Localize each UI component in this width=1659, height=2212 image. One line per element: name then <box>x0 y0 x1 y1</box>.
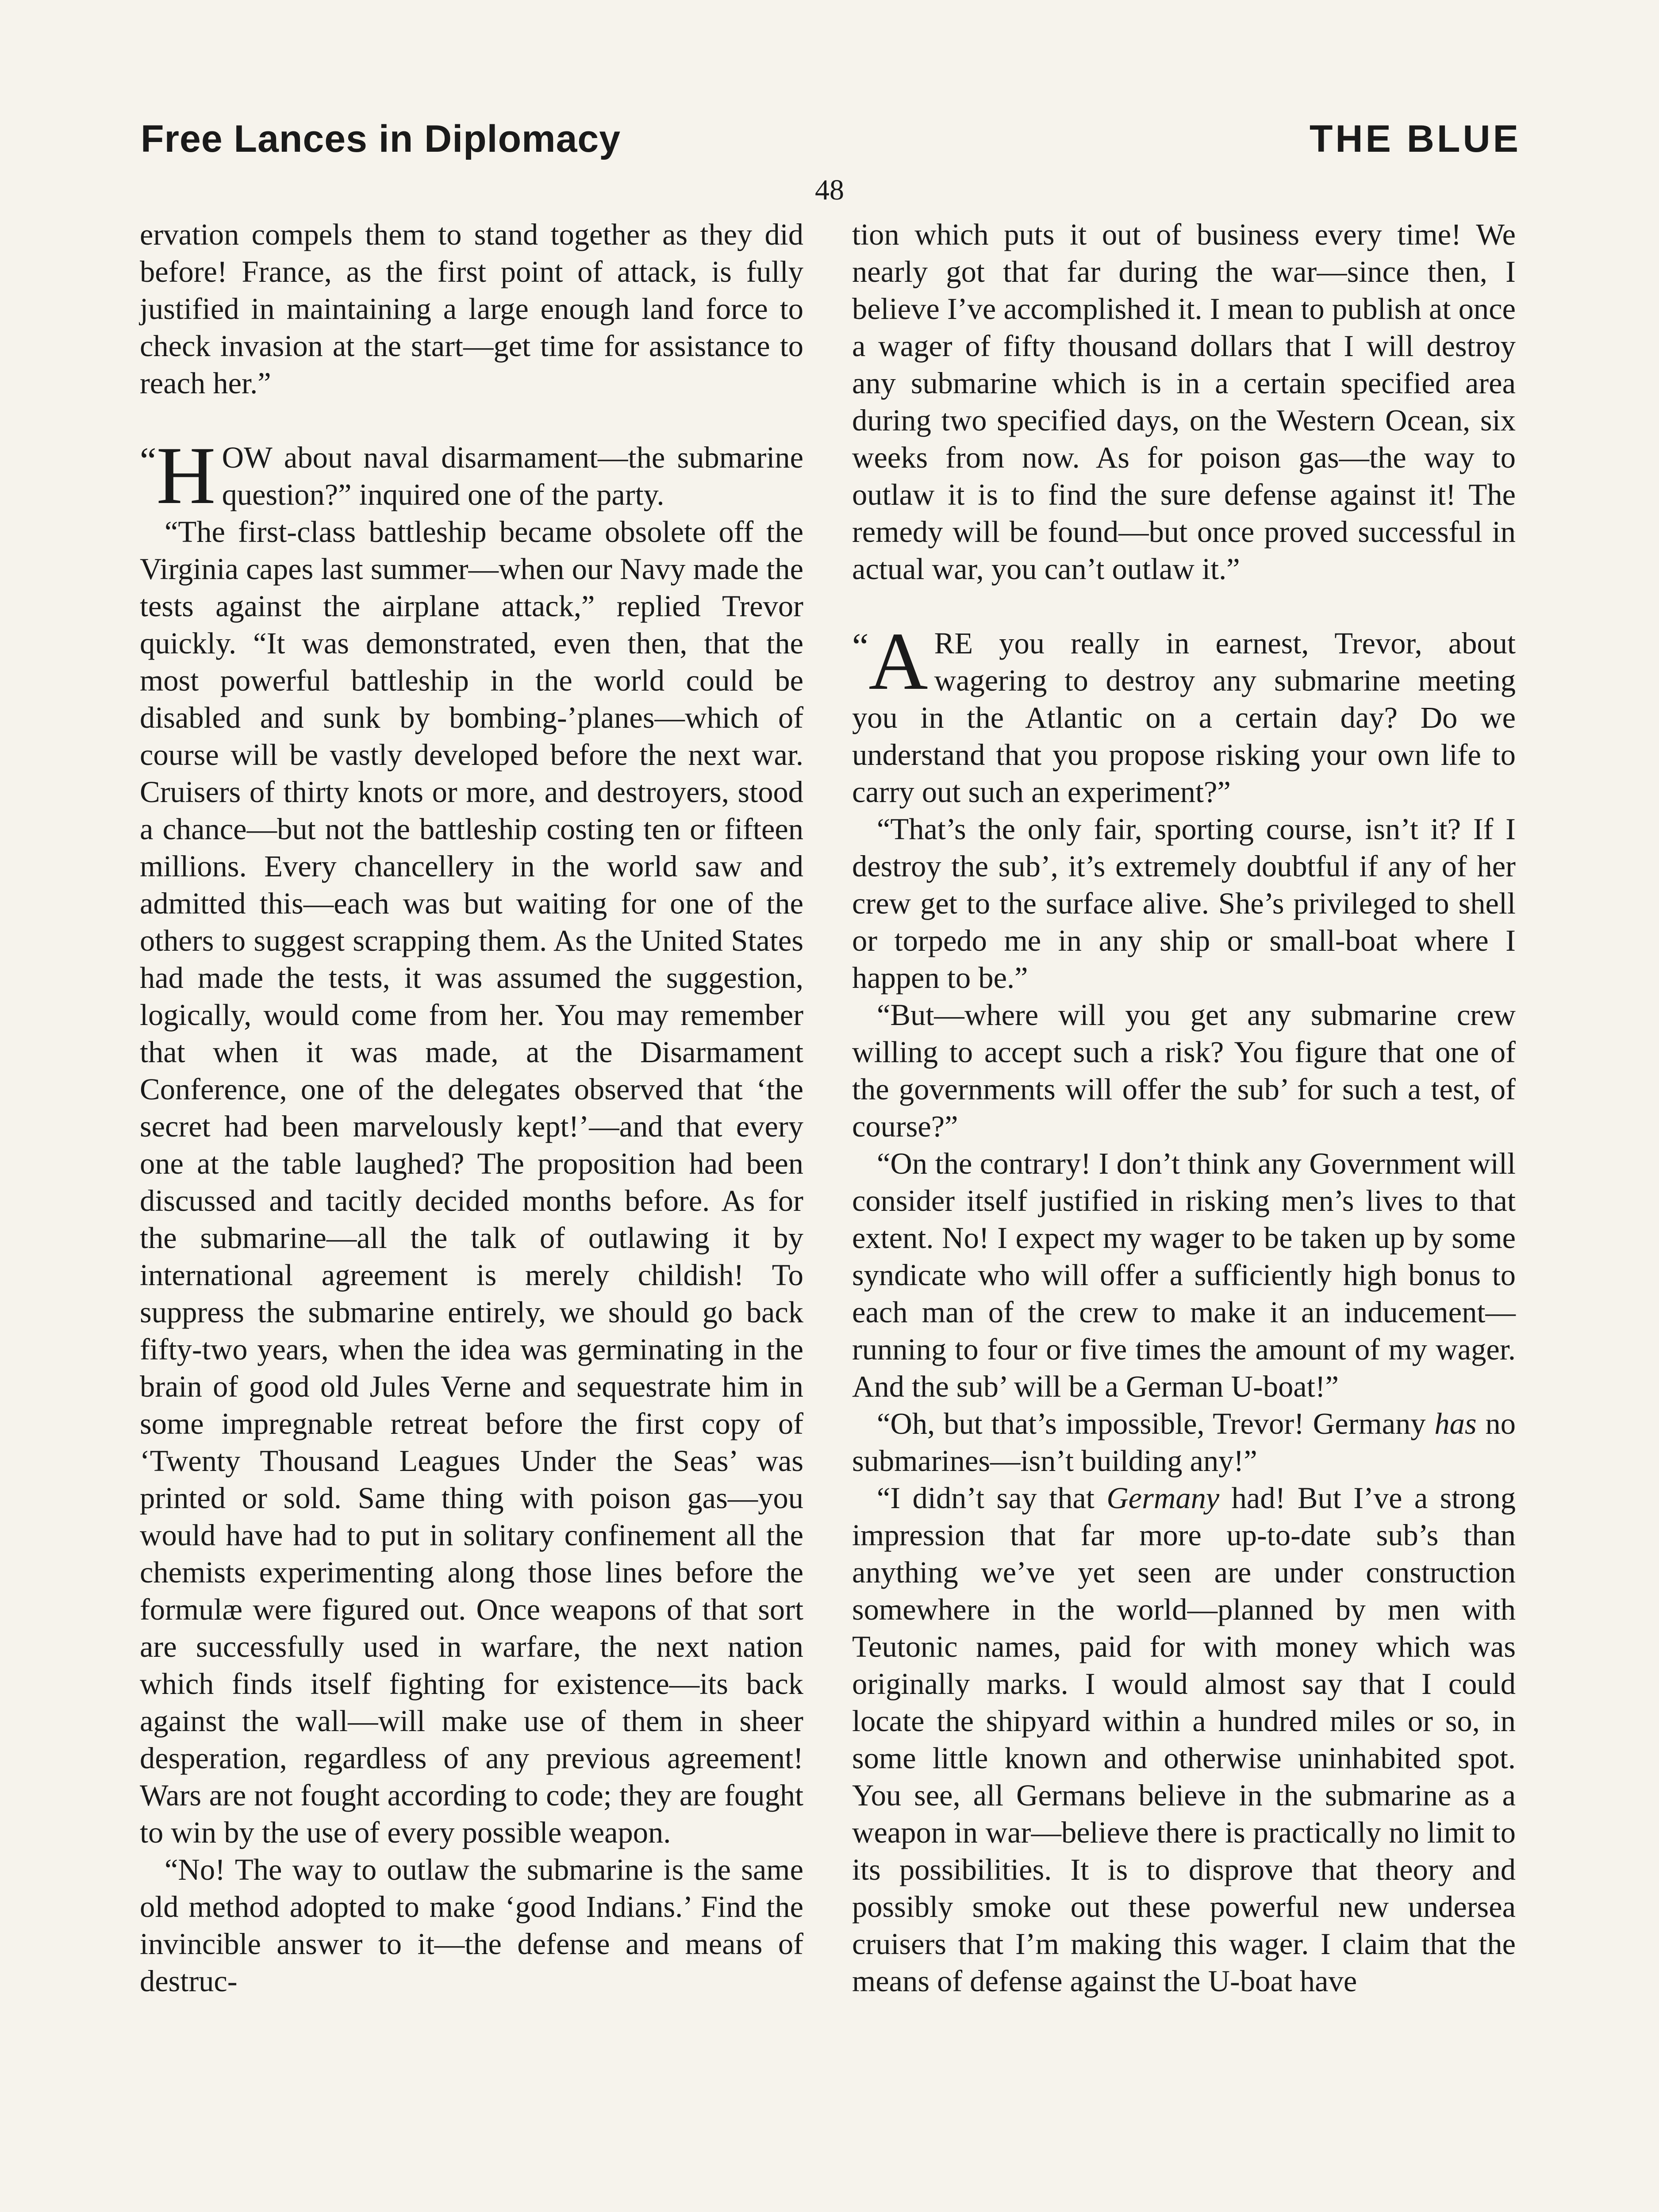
page-number: 48 <box>815 174 844 206</box>
drop-cap: “A <box>852 616 928 707</box>
paragraph: “On the contrary! I don’t think any Government will consider itself justified in risking men’s lives to that extent. No! I expect my wager to be taken up by some syndicate who will offer a sufficiently high bonus to each man of the crew to make it an inducement—running to four or five times the amount of my wager. And the sub’ will be a German U-boat!” <box>852 1147 1516 1403</box>
paragraph: “No! The way to outlaw the submarine is the same old method adopted to make ‘good Indians.’ Find the invincible answer to it—the defense and means of destruc- <box>140 1853 803 1998</box>
paragraph-dropcap: “H OW about naval disarmament—the submarine question?” inquired one of the party. <box>140 430 803 521</box>
paragraph: “That’s the only fair, sporting course, isn’t it? If I destroy the sub’, it’s extremely doubtful if any of her crew get to the surface alive. She’s privileged to shell or torpedo me in any ship or small-boat where I happen to be.” <box>852 812 1516 995</box>
paragraph: “Oh, but that’s impossible, Trevor! Germany has no submarines—isn’t building any!” <box>852 1407 1516 1478</box>
magazine-title: THE BLUE <box>1310 118 1521 160</box>
paragraph: “The first-class battleship became obsolete off the Virginia capes last summer—when our Navy made the tests against the airplane attack,” replied Trevor quickly. “It was demonstrated, even then, that the most powerful battleship in the world could be disabled and sunk by bombing-’planes—which of course will be vastly developed before the next war. Cruisers of thirty knots or more, and destroyers, stood a chance—but not the battleship costing ten or fifteen millions. Every chancellery in the world saw and admitted this—each was but waiting for one of the others to suggest scrapping them. As the United States had made the tests, it was assumed the suggestion, logically, would come from her. You may remember that when it was made, at the Disarmament Conference, one of the delegates observed that ‘the secret had been marvelously kept!’—and that every one at the table laughed? The proposition had been discussed and tacitly decided months before. As for the submarine—all the talk of outlawing it by international agreement is merely childish! To suppress the submarine entirely, we should go back fifty-two years, when the idea was germinating in the brain of good old Jules Verne and sequestrate him in some impregnable retreat before the first copy of ‘Twenty Thousand Leagues Under the Seas’ was printed or sold. Same thing with poison gas—you would have had to put in solitary confinement all the chemists experimenting along those lines before the formulæ were figured out. Once weapons of that sort are successfully used in warfare, the next nation which finds itself fighting for existence—its back against the wall—will make use of them in sheer desperation, regardless of any previous agreement! Wars are not fought according to code; they are fought to win by the use of every possible weapon. <box>140 515 803 1849</box>
paragraph: tion which puts it out of business every time! We nearly got that far during the war—since then, I believe I’ve accomplished it. I mean to publish at once a wager of fifty thousand dollars that I will destroy any submarine which is in a certain specified area during two specified days, on the Western Ocean, six weeks from now. As for poison gas—the way to outlaw it is to find the sure defense against it! The remedy will be found—but once proved successful in actual war, you can’t outlaw it.” <box>852 218 1516 586</box>
paragraph: “I didn’t say that Germany had! But I’ve a strong impression that far more up-to-date sub’s than anything we’ve yet seen are under construction somewhere in the world—planned by men with Teutonic names, paid for with money which was originally marks. I would almost say that I could locate the shipyard within a hundred miles or so, in some little known and otherwise uninhabited spot. You see, all Germans believe in the submarine as a weapon in war—believe there is practically no limit to its possibilities. It is to disprove that theory and possibly smoke out these powerful new undersea cruisers that I’m making this wager. I claim that the means of defense against the U-boat have <box>852 1481 1516 1998</box>
left-column <box>140 216 803 2000</box>
paragraph-dropcap: “A RE you really in earnest, Trevor, about wagering to destroy any submarine meeting you in the Atlantic on a certain day? Do we understand that you propose risking your own life to carry out such an experiment?” <box>852 616 1516 809</box>
paragraph: ervation compels them to stand together as they did before! France, as the first point of attack, is fully justified in maintaining a large enough land force to check invasion at the start—get time for assistance to reach her.” <box>140 218 803 400</box>
right-column <box>852 216 1516 2000</box>
drop-cap: “H <box>140 430 216 521</box>
story-title: Free Lances in Diplomacy <box>141 118 621 160</box>
running-head <box>141 117 1521 161</box>
paragraph: “But—where will you get any submarine crew willing to accept such a risk? You figure that one of the governments will offer the sub’ for such a test, of course?” <box>852 998 1516 1143</box>
